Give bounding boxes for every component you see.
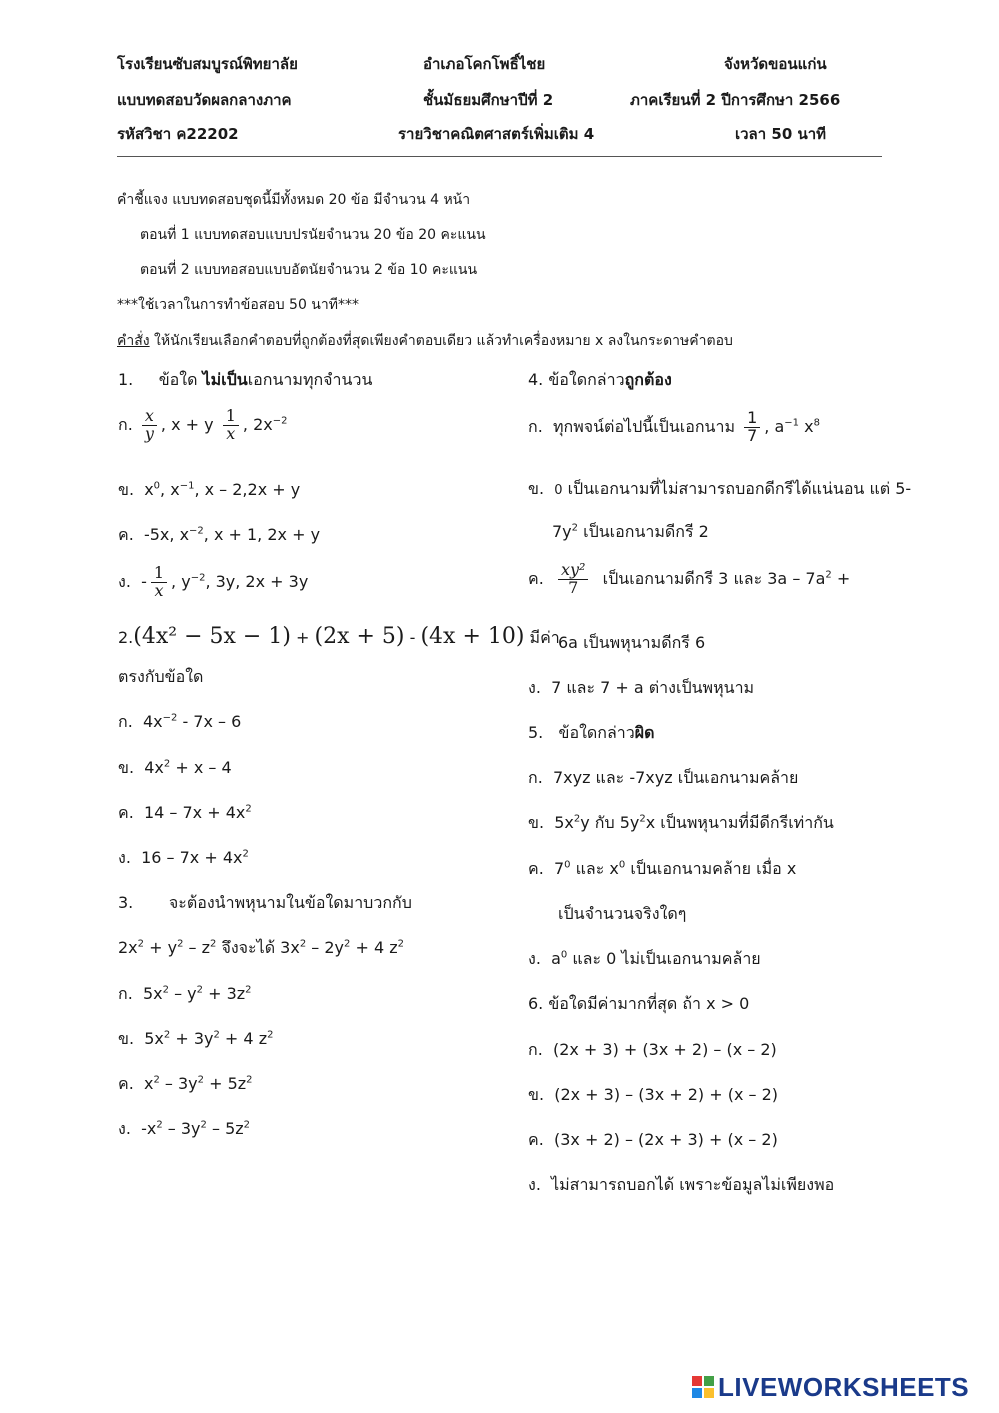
choice-label: ค. bbox=[118, 1074, 134, 1093]
choice-text: + x – 4 bbox=[170, 758, 232, 777]
choice-label: ค. bbox=[118, 803, 134, 822]
q6-choice-b[interactable] bbox=[528, 1083, 778, 1108]
question-emphasis: ไม่เป็น bbox=[202, 370, 248, 389]
question-text: มีค่า bbox=[529, 628, 560, 647]
question-3-expression: $2x^2 + y^2 - z^2$ จึงจะได้ $3x^2 - 2y^2 + 4$ $z^2$ bbox=[118, 938, 405, 957]
choice-text: ทุกพจน์ต่อไปนี้เป็นเอกนาม bbox=[552, 416, 735, 436]
q3-choice-a[interactable]: ก. $5x^2 - y^2 + 3z^2$ bbox=[118, 984, 252, 1003]
question-3 bbox=[118, 891, 412, 916]
choice-label: ก. bbox=[528, 416, 543, 436]
semester: ภาคเรียนที่ 2 ปีการศึกษา 2566 bbox=[630, 91, 841, 109]
fraction-1-over-7: $\frac{1}{7}$ bbox=[744, 410, 760, 445]
q2-choice-d[interactable]: ง. $16 - 7x + 4x^2$ bbox=[118, 848, 249, 867]
choice-text: - bbox=[141, 571, 147, 591]
choice-text: 16 – 7x + 4x bbox=[141, 848, 243, 867]
q4-choice-a[interactable]: ก. ทุกพจน์ต่อไปนี้เป็นเอกนาม $\frac{1}{7}$ , $a^{-1}$ $x^8$ bbox=[528, 408, 820, 445]
choice-label: ค. bbox=[118, 525, 134, 544]
question-5 bbox=[528, 721, 655, 746]
question-1 bbox=[118, 368, 372, 393]
question-text: ข้อใดกล่าว bbox=[558, 723, 635, 742]
liveworksheets-logo-icon bbox=[692, 1376, 714, 1398]
school-name: โรงเรียนซับสมบูรณ์พิทยาลัย bbox=[117, 55, 298, 73]
choice-text: (2x + 3) – (3x + 2) + (x – 2) bbox=[554, 1085, 779, 1104]
choice-label: ก. bbox=[528, 1040, 543, 1059]
q3-choice-d[interactable]: ง. $-x^2 - 3y^2 - 5z^2$ bbox=[118, 1119, 251, 1138]
choice-text: , x + 1, 2x + y bbox=[203, 525, 321, 544]
q4-choice-c-line-2: 6a เป็นพหุนามดีกรี 6 bbox=[558, 633, 706, 652]
liveworksheets-brand[interactable] bbox=[692, 1370, 992, 1406]
question-2 bbox=[118, 624, 560, 651]
choice-label: ข. bbox=[118, 1029, 135, 1048]
choice-text: + bbox=[831, 568, 851, 588]
choice-text: ไม่สามารถบอกได้ เพราะข้อมูลไม่เพียงพอ bbox=[551, 1175, 835, 1194]
order-instruction bbox=[117, 330, 733, 352]
grade-level: ชั้นมัธยมศึกษาปีที่ 2 bbox=[423, 91, 554, 109]
choice-label: ข. bbox=[118, 480, 135, 499]
choice-text: (3x + 2) – (2x + 3) + (x – 2) bbox=[553, 1130, 778, 1149]
choice-text: , 3y, 2x + 3y bbox=[205, 571, 309, 591]
choice-label: ข. bbox=[528, 813, 545, 832]
q1-choice-b[interactable]: ข. $x^0$, $x^{-1}$, x – 2,2x + y bbox=[118, 480, 301, 499]
question-6 bbox=[528, 992, 749, 1017]
choice-label: ข. bbox=[528, 1085, 545, 1104]
q2-choice-b[interactable]: ข. $4x^2 + x - 4$ bbox=[118, 758, 232, 777]
brand-text: LIVEWORKSHEETS bbox=[718, 1372, 970, 1402]
q2-choice-a[interactable]: ก. $4x^{-2} - 7x - 6$ bbox=[118, 712, 242, 731]
q1-choice-a[interactable]: ก. $\frac{x}{y}$ , x + y $\frac{1}{x}$ , $2x^{-2}$ bbox=[118, 406, 288, 443]
q2-choice-c[interactable]: ค. $14 - 7x + 4x^2$ bbox=[118, 803, 252, 822]
question-number: 4. bbox=[528, 370, 544, 389]
choice-text: x bbox=[799, 416, 814, 436]
choice-label: ง. bbox=[118, 848, 131, 867]
course-code: รหัสวิชา ค22202 bbox=[117, 125, 239, 143]
q4-choice-c[interactable]: ค. $\frac{\text{xy²}}{7}$ เป็นเอกนามดีกรี 3 และ $3a - 7a^2$ + bbox=[528, 560, 851, 597]
question-number: 5. bbox=[528, 723, 544, 742]
question-emphasis: ผิด bbox=[634, 723, 655, 742]
choice-text: 0 bbox=[554, 483, 563, 498]
q3-choice-c[interactable]: ค. $x^2 - 3y^2 + 5z^2$ bbox=[118, 1074, 253, 1093]
course-name: รายวิชาคณิตศาสตร์เพิ่มเติม 4 bbox=[398, 125, 595, 143]
q5-choice-c[interactable]: ค. $7^0$ และ $x^0$ เป็นเอกนามคล้าย เมื่อ x bbox=[528, 859, 797, 878]
question-text: เอกนามทุกจำนวน bbox=[247, 370, 373, 389]
choice-label: ค. bbox=[528, 1130, 544, 1149]
q1-choice-c[interactable]: ค. -5x, $x^{-2}$, x + 1, 2x + y bbox=[118, 525, 321, 544]
choice-label: ข. bbox=[118, 758, 135, 777]
province-name: จังหวัดขอนแก่น bbox=[724, 55, 827, 73]
question-emphasis: ถูกต้อง bbox=[624, 370, 672, 389]
choice-label: ก. bbox=[118, 414, 133, 434]
choice-text: , x bbox=[160, 480, 180, 499]
q4-choice-b-line-2: $7y^2$ เป็นเอกนามดีกรี 2 bbox=[552, 522, 709, 541]
choice-label: ก. bbox=[118, 984, 133, 1003]
choice-label: ง. bbox=[118, 1119, 131, 1138]
choice-text: เป็นเอกนามที่ไม่สามารถบอกดีกรีได้แน่นอน แต่ 5- bbox=[562, 479, 912, 498]
q5-choice-c-line-2: เป็นจำนวนจริงใดๆ bbox=[558, 904, 687, 923]
choice-text: (2x + 3) + (3x + 2) – (x – 2) bbox=[552, 1040, 777, 1059]
q4-choice-b[interactable] bbox=[528, 477, 911, 502]
choice-text: 7xyz และ -7xyz เป็นเอกนามคล้าย bbox=[552, 768, 799, 787]
q3-choice-b[interactable]: ข. $5x^2 + 3y^2 + 4$ $z^2$ bbox=[118, 1029, 274, 1048]
choice-label: ง. bbox=[118, 571, 131, 591]
choice-text: 4x bbox=[142, 712, 163, 731]
plus-sign: + bbox=[296, 628, 310, 647]
choice-text: -5x, x bbox=[143, 525, 190, 544]
choice-label: ค. bbox=[528, 568, 544, 588]
choice-label: ง. bbox=[528, 1175, 541, 1194]
exam-type: แบบทดสอบวัดผลกลางภาค bbox=[117, 91, 292, 109]
exam-time: เวลา 50 นาที bbox=[735, 125, 827, 143]
q4-choice-d[interactable] bbox=[528, 676, 754, 701]
choice-text: x bbox=[144, 480, 154, 499]
polynomial-3: (4x + 10) bbox=[420, 624, 525, 649]
fraction-xy2-over-7: $\frac{\text{xy²}}{7}$ bbox=[558, 562, 588, 597]
fraction-1-over-x: $\frac{1}{x}$ bbox=[223, 408, 239, 443]
choice-text: , y bbox=[171, 571, 191, 591]
choice-text: 4x bbox=[144, 758, 164, 777]
order-text: ให้นักเรียนเลือกคำตอบที่ถูกต้องที่สุดเพียงคำตอบเดียว แล้วทำเครื่องหมาย x ลงในกระดาษคำตอบ bbox=[149, 333, 733, 349]
minus-sign: - bbox=[409, 628, 416, 647]
fraction-1-over-x: $\frac{1}{x}$ bbox=[151, 565, 167, 600]
q5-choice-a[interactable] bbox=[528, 766, 798, 791]
choice-text: - 7x – 6 bbox=[177, 712, 242, 731]
polynomial-1: (4x² − 5x − 1) bbox=[133, 624, 291, 649]
choice-label: ข. bbox=[528, 479, 545, 498]
question-number: 6. bbox=[528, 994, 544, 1013]
choice-text: เป็นเอกนามดีกรี 3 และ 3a – 7a bbox=[602, 568, 826, 588]
choice-label: ก. bbox=[118, 712, 133, 731]
q6-choice-a[interactable] bbox=[528, 1038, 777, 1063]
fraction-x-over-y: $\frac{x}{y}$ bbox=[142, 408, 157, 443]
choice-label: ค. bbox=[528, 859, 544, 878]
question-number: 2. bbox=[118, 628, 134, 647]
q5-choice-d[interactable]: ง. $a^0$ และ 0 ไม่เป็นเอกนามคล้าย bbox=[528, 949, 761, 968]
instruction-line-4: ***ใช้เวลาในการทำข้อสอบ 50 นาที*** bbox=[117, 297, 359, 313]
question-4 bbox=[528, 368, 672, 393]
header-divider bbox=[117, 156, 882, 157]
order-label: คำสั่ง bbox=[117, 333, 150, 349]
choice-text: , x + y bbox=[160, 414, 214, 434]
instruction-line-1: คำชี้แจง แบบทดสอบชุดนี้มีทั้งหมด 20 ข้อ มีจำนวน 4 หน้า bbox=[117, 192, 471, 208]
question-number: 1. bbox=[118, 370, 134, 389]
instruction-line-3: ตอนที่ 2 แบบทอสอบแบบอัตนัยจำนวน 2 ข้อ 10 คะแนน bbox=[140, 262, 478, 278]
q6-choice-d[interactable] bbox=[528, 1173, 834, 1198]
choice-text: 7 และ 7 + a ต่างเป็นพหุนาม bbox=[551, 678, 755, 697]
choice-label: ง. bbox=[528, 678, 541, 697]
choice-text: 14 – 7x + 4x bbox=[143, 803, 246, 822]
choice-label: ง. bbox=[528, 949, 541, 968]
choice-text: , a bbox=[764, 416, 785, 436]
question-number: 3. bbox=[118, 893, 134, 912]
question-text: ข้อใดกล่าว bbox=[548, 370, 625, 389]
q6-choice-c[interactable] bbox=[528, 1128, 778, 1153]
instruction-line-2: ตอนที่ 1 แบบทดสอบแบบปรนัยจำนวน 20 ข้อ 20 คะแนน bbox=[140, 227, 486, 243]
choice-text: , x – 2,2x + y bbox=[194, 480, 301, 499]
polynomial-2: (2x + 5) bbox=[314, 624, 405, 649]
district-name: อำเภอโคกโพธิ์ไชย bbox=[423, 55, 546, 73]
q1-choice-d[interactable]: ง. - $\frac{1}{x}$ , $y^{-2}$, 3y, 2x + 3y bbox=[118, 563, 309, 600]
question-text: ข้อใดมีค่ามากที่สุด ถ้า x > 0 bbox=[548, 994, 750, 1013]
choice-label: ก. bbox=[528, 768, 543, 787]
question-text: จะต้องนำพหุนามในข้อใดมาบวกกับ bbox=[168, 893, 412, 912]
question-2-line-2: ตรงกับข้อใด bbox=[118, 667, 204, 686]
choice-text: , 2x bbox=[242, 414, 273, 434]
q5-choice-b[interactable]: ข. $5x^2y$ กับ $5y^2x$ เป็นพหุนามที่มีดีกรีเท่ากัน bbox=[528, 813, 834, 832]
question-text: ข้อใด bbox=[158, 370, 203, 389]
